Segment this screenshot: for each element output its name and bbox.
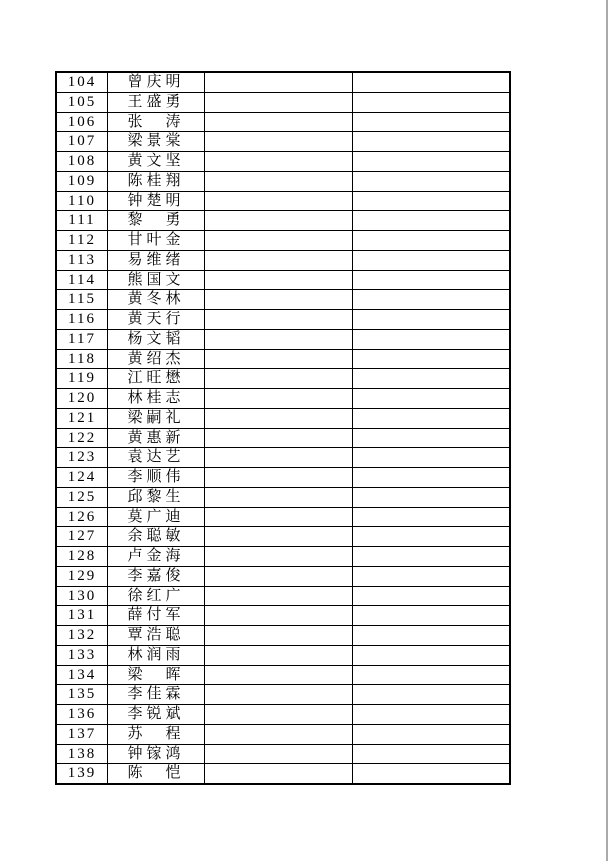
name-cell: 熊国文 [108, 270, 205, 290]
name-cell: 易维绪 [108, 250, 205, 270]
name-cell: 李佳霖 [108, 685, 205, 705]
table-row [56, 685, 510, 705]
blank-cell-1 [205, 290, 353, 310]
blank-cell-1 [205, 586, 353, 606]
name-cell: 邱黎生 [108, 487, 205, 507]
name-cell: 林桂志 [108, 389, 205, 409]
row-number-cell: 104 [56, 72, 108, 92]
blank-cell-1 [205, 231, 353, 251]
blank-cell-2 [353, 408, 511, 428]
row-number-cell: 109 [56, 171, 108, 191]
row-number-cell: 110 [56, 191, 108, 211]
name-cell: 甘叶金 [108, 231, 205, 251]
table-row [56, 290, 510, 310]
blank-cell-1 [205, 724, 353, 744]
blank-cell-1 [205, 705, 353, 725]
blank-cell-2 [353, 626, 511, 646]
blank-cell-1 [205, 389, 353, 409]
blank-cell-2 [353, 191, 511, 211]
table-row [56, 724, 510, 744]
table-row [56, 191, 510, 211]
table-row [56, 507, 510, 527]
name-cell: 陈桂翔 [108, 171, 205, 191]
name-cell: 苏 程 [108, 724, 205, 744]
row-number-cell: 129 [56, 566, 108, 586]
name-cell: 黄惠新 [108, 428, 205, 448]
blank-cell-1 [205, 132, 353, 152]
row-number-cell: 107 [56, 132, 108, 152]
table-row [56, 231, 510, 251]
row-number-cell: 122 [56, 428, 108, 448]
blank-cell-1 [205, 626, 353, 646]
name-cell: 梁 晖 [108, 665, 205, 685]
blank-cell-2 [353, 250, 511, 270]
row-number-cell: 113 [56, 250, 108, 270]
blank-cell-1 [205, 112, 353, 132]
name-cell: 黄冬林 [108, 290, 205, 310]
row-number-cell: 137 [56, 724, 108, 744]
blank-cell-2 [353, 132, 511, 152]
row-number-cell: 121 [56, 408, 108, 428]
blank-cell-2 [353, 152, 511, 172]
blank-cell-1 [205, 152, 353, 172]
row-number-cell: 130 [56, 586, 108, 606]
roster-table-body [56, 72, 510, 784]
row-number-cell: 119 [56, 369, 108, 389]
table-row [56, 428, 510, 448]
blank-cell-2 [353, 211, 511, 231]
row-number-cell: 136 [56, 705, 108, 725]
blank-cell-1 [205, 606, 353, 626]
blank-cell-2 [353, 468, 511, 488]
blank-cell-1 [205, 487, 353, 507]
row-number-cell: 116 [56, 310, 108, 330]
row-number-cell: 139 [56, 764, 108, 784]
blank-cell-2 [353, 764, 511, 784]
name-cell: 袁达艺 [108, 448, 205, 468]
row-number-cell: 105 [56, 92, 108, 112]
name-cell: 薛付军 [108, 606, 205, 626]
roster-table [55, 71, 511, 785]
table-row [56, 547, 510, 567]
blank-cell-2 [353, 586, 511, 606]
row-number-cell: 126 [56, 507, 108, 527]
name-cell: 黄天行 [108, 310, 205, 330]
blank-cell-2 [353, 92, 511, 112]
name-cell: 曾庆明 [108, 72, 205, 92]
blank-cell-1 [205, 764, 353, 784]
table-row [56, 250, 510, 270]
row-number-cell: 112 [56, 231, 108, 251]
name-cell: 余聪敏 [108, 527, 205, 547]
name-cell: 李嘉俊 [108, 566, 205, 586]
name-cell: 李锐斌 [108, 705, 205, 725]
blank-cell-2 [353, 487, 511, 507]
blank-cell-1 [205, 369, 353, 389]
blank-cell-1 [205, 566, 353, 586]
blank-cell-1 [205, 329, 353, 349]
name-cell: 林润雨 [108, 645, 205, 665]
blank-cell-2 [353, 310, 511, 330]
row-number-cell: 131 [56, 606, 108, 626]
blank-cell-2 [353, 665, 511, 685]
row-number-cell: 132 [56, 626, 108, 646]
name-cell: 梁嗣礼 [108, 408, 205, 428]
table-row [56, 211, 510, 231]
row-number-cell: 138 [56, 744, 108, 764]
row-number-cell: 108 [56, 152, 108, 172]
blank-cell-2 [353, 290, 511, 310]
table-row [56, 310, 510, 330]
table-row [56, 408, 510, 428]
row-number-cell: 125 [56, 487, 108, 507]
table-row [56, 527, 510, 547]
name-cell: 江旺懋 [108, 369, 205, 389]
blank-cell-2 [353, 547, 511, 567]
blank-cell-2 [353, 428, 511, 448]
row-number-cell: 114 [56, 270, 108, 290]
blank-cell-1 [205, 448, 353, 468]
table-row [56, 645, 510, 665]
table-row [56, 72, 510, 92]
blank-cell-1 [205, 408, 353, 428]
name-cell: 杨文韬 [108, 329, 205, 349]
name-cell: 钟楚明 [108, 191, 205, 211]
name-cell: 覃浩聪 [108, 626, 205, 646]
blank-cell-1 [205, 250, 353, 270]
row-number-cell: 115 [56, 290, 108, 310]
blank-cell-2 [353, 369, 511, 389]
table-row [56, 665, 510, 685]
table-row [56, 132, 510, 152]
blank-cell-1 [205, 191, 353, 211]
table-row [56, 705, 510, 725]
table-row [56, 369, 510, 389]
blank-cell-1 [205, 211, 353, 231]
name-cell: 黄文坚 [108, 152, 205, 172]
table-row [56, 389, 510, 409]
blank-cell-2 [353, 606, 511, 626]
blank-cell-2 [353, 349, 511, 369]
name-cell: 梁景棠 [108, 132, 205, 152]
name-cell: 张 涛 [108, 112, 205, 132]
name-cell: 钟镓鸿 [108, 744, 205, 764]
row-number-cell: 134 [56, 665, 108, 685]
blank-cell-2 [353, 685, 511, 705]
table-row [56, 586, 510, 606]
table-row [56, 112, 510, 132]
row-number-cell: 133 [56, 645, 108, 665]
table-row [56, 566, 510, 586]
table-row [56, 171, 510, 191]
table-row [56, 468, 510, 488]
blank-cell-1 [205, 468, 353, 488]
blank-cell-2 [353, 744, 511, 764]
table-row [56, 152, 510, 172]
blank-cell-1 [205, 645, 353, 665]
name-cell: 李顺伟 [108, 468, 205, 488]
table-row [56, 448, 510, 468]
page-right-edge-line [606, 0, 608, 861]
name-cell: 黄绍杰 [108, 349, 205, 369]
row-number-cell: 127 [56, 527, 108, 547]
row-number-cell: 128 [56, 547, 108, 567]
blank-cell-1 [205, 171, 353, 191]
blank-cell-1 [205, 92, 353, 112]
row-number-cell: 135 [56, 685, 108, 705]
blank-cell-2 [353, 705, 511, 725]
table-row [56, 270, 510, 290]
row-number-cell: 120 [56, 389, 108, 409]
blank-cell-1 [205, 349, 353, 369]
table-row [56, 764, 510, 784]
table-row [56, 744, 510, 764]
blank-cell-1 [205, 744, 353, 764]
row-number-cell: 124 [56, 468, 108, 488]
blank-cell-1 [205, 665, 353, 685]
name-cell: 莫广迪 [108, 507, 205, 527]
blank-cell-2 [353, 329, 511, 349]
name-cell: 王盛勇 [108, 92, 205, 112]
blank-cell-1 [205, 310, 353, 330]
name-cell: 黎 勇 [108, 211, 205, 231]
blank-cell-2 [353, 448, 511, 468]
row-number-cell: 111 [56, 211, 108, 231]
row-number-cell: 106 [56, 112, 108, 132]
name-cell: 陈 恺 [108, 764, 205, 784]
table-row [56, 487, 510, 507]
blank-cell-1 [205, 685, 353, 705]
table-row [56, 626, 510, 646]
blank-cell-2 [353, 724, 511, 744]
blank-cell-2 [353, 645, 511, 665]
blank-cell-2 [353, 566, 511, 586]
blank-cell-2 [353, 389, 511, 409]
blank-cell-1 [205, 72, 353, 92]
table-row [56, 349, 510, 369]
blank-cell-2 [353, 112, 511, 132]
blank-cell-2 [353, 72, 511, 92]
table-row [56, 92, 510, 112]
table-row [56, 606, 510, 626]
blank-cell-1 [205, 527, 353, 547]
table-row [56, 329, 510, 349]
name-cell: 徐红广 [108, 586, 205, 606]
blank-cell-1 [205, 507, 353, 527]
row-number-cell: 117 [56, 329, 108, 349]
blank-cell-1 [205, 547, 353, 567]
blank-cell-1 [205, 270, 353, 290]
row-number-cell: 118 [56, 349, 108, 369]
name-cell: 卢金海 [108, 547, 205, 567]
blank-cell-2 [353, 171, 511, 191]
blank-cell-2 [353, 527, 511, 547]
blank-cell-1 [205, 428, 353, 448]
blank-cell-2 [353, 270, 511, 290]
blank-cell-2 [353, 231, 511, 251]
row-number-cell: 123 [56, 448, 108, 468]
blank-cell-2 [353, 507, 511, 527]
